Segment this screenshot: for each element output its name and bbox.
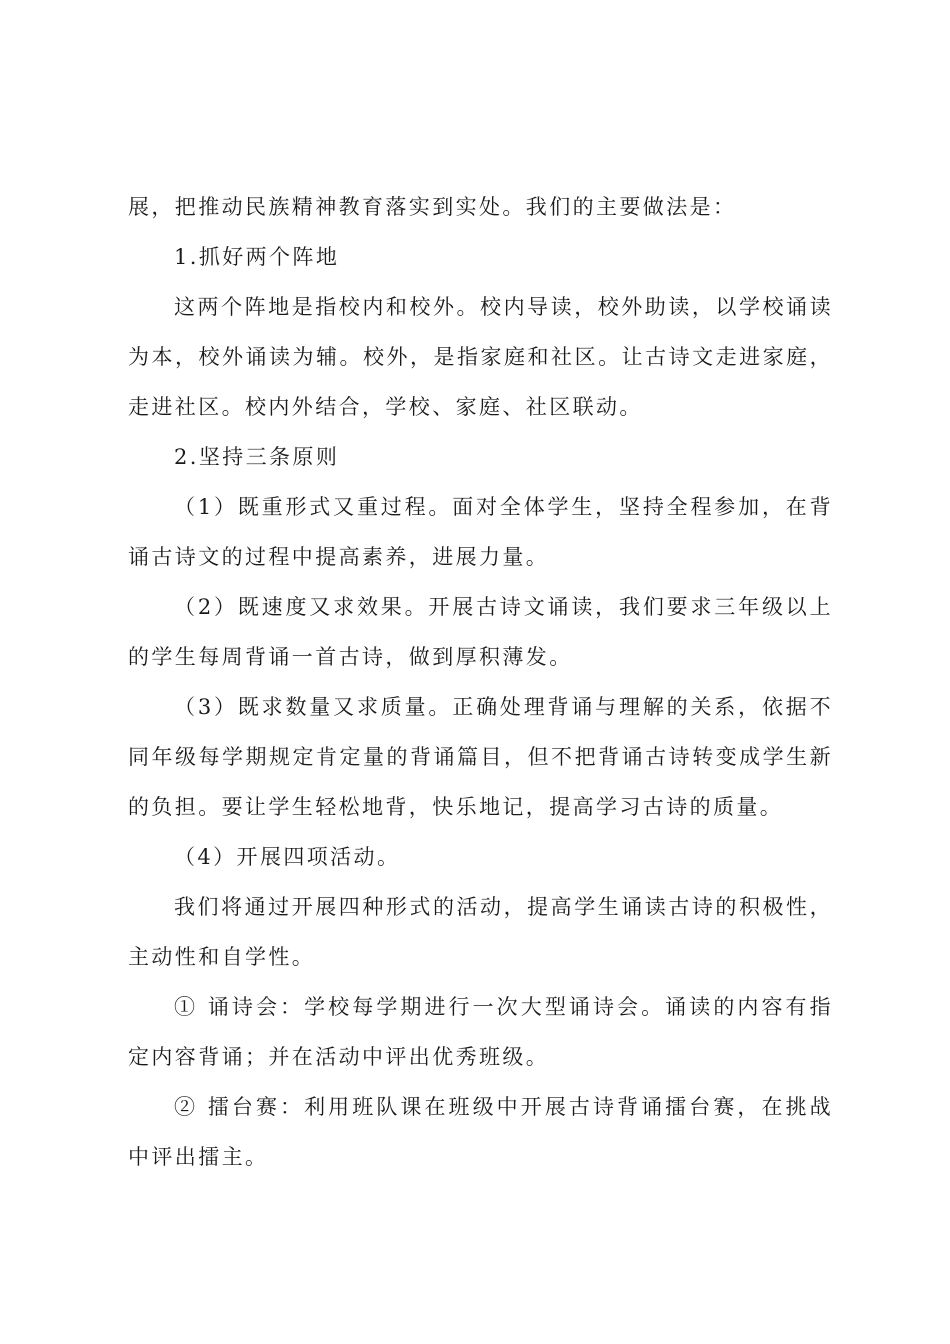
paragraph-activities-intro: 我们将通过开展四种形式的活动，提高学生诵读古诗的积极性，主动性和自学性。 (128, 895, 833, 969)
paragraph-rule-3: （3）既求数量又求质量。正确处理背诵与理解的关系，依据不同年级每学期规定肯定量的背诵篇目，但不把背诵古诗转变成学生新的负担。要让学生轻松地背，快乐地记，提高学习古诗的质量。 (128, 695, 833, 819)
document-body (128, 182, 833, 1182)
paragraph-activity-1: ① 诵诗会：学校每学期进行一次大型诵诗会。诵读的内容有指定内容背诵；并在活动中评出优秀班级。 (128, 995, 833, 1069)
paragraph-two-bases: 这两个阵地是指校内和校外。校内导读，校外助读，以学校诵读为本，校外诵读为辅。校外，是指家庭和社区。让古诗文走进家庭，走进社区。校内外结合，学校、家庭、社区联动。 (128, 295, 833, 419)
paragraph-activity-2: ② 擂台赛：利用班队课在班级中开展古诗背诵擂台赛，在挑战中评出擂主。 (128, 1095, 833, 1169)
paragraph-intro-end: 展，把推动民族精神教育落实到实处。我们的主要做法是： (128, 195, 737, 219)
section-heading-1: 1.抓好两个阵地 (174, 245, 340, 269)
paragraph-rule-2: （2）既速度又求效果。开展古诗文诵读，我们要求三年级以上的学生每周背诵一首古诗，做到厚积薄发。 (128, 595, 833, 669)
paragraph-rule-4: （4）开展四项活动。 (174, 845, 401, 869)
section-heading-2: 2.坚持三条原则 (174, 445, 340, 469)
paragraph-rule-1: （1）既重形式又重过程。面对全体学生，坚持全程参加，在背诵古诗文的过程中提高素养，进展力量。 (128, 495, 833, 569)
